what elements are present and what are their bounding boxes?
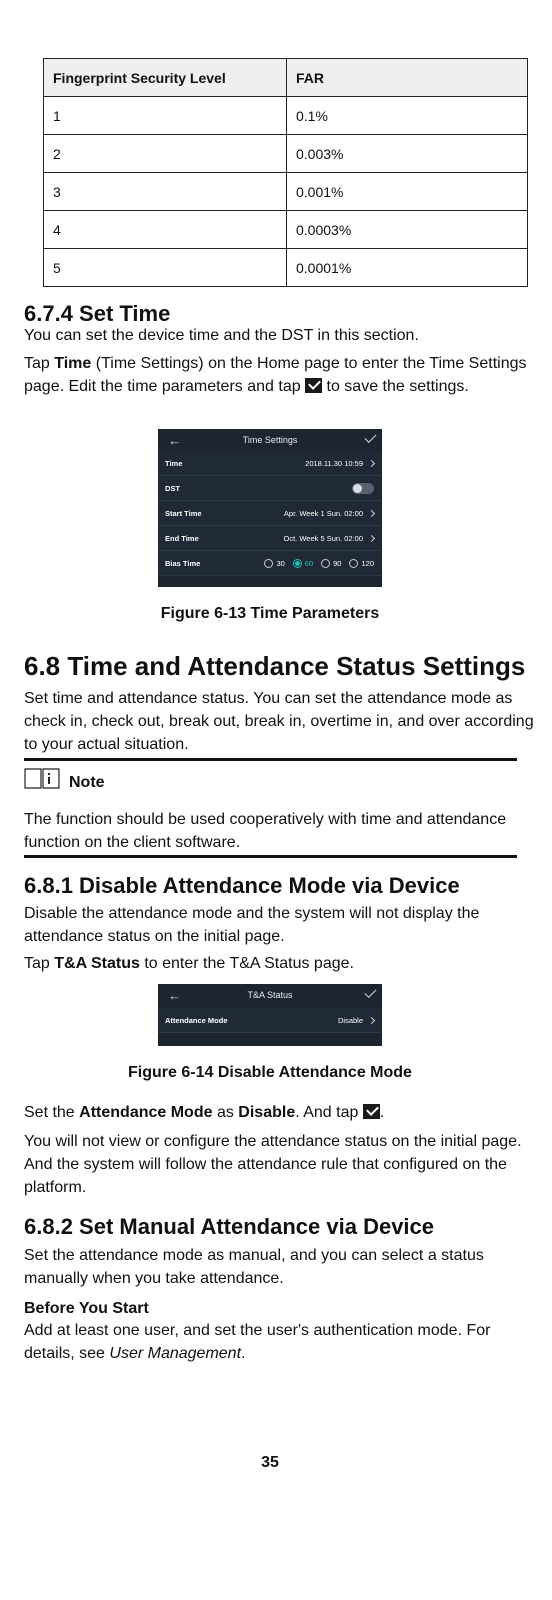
table-cell: 2	[44, 135, 287, 173]
paragraph: You will not view or configure the attendance status on the initial page. And the system will follow the attendance rule that configured on the platform.	[24, 1133, 522, 1196]
paragraph: Disable the attendance mode and the system will not display the attendance status on the initial page.	[24, 905, 480, 945]
bias-radio-120[interactable]: 120	[349, 559, 374, 568]
bold-term: Attendance Mode	[79, 1104, 213, 1121]
table-header-row	[44, 59, 528, 97]
paragraph: Set time and attendance status. You can set the attendance mode as check in, check out, break out, break in, overtime in, and over according to your actual situation.	[24, 690, 534, 753]
paragraph: Tap Time (Time Settings) on the Home page to enter the Time Settings page. Edit the time parameters and tap to save the settings.	[24, 355, 527, 395]
table-cell: 4	[44, 211, 287, 249]
bold-term: Disable	[238, 1104, 296, 1121]
screen-title: T&A Status	[247, 990, 293, 1000]
table-row	[44, 135, 528, 173]
table-row	[44, 173, 528, 211]
end-time-row[interactable]: End Time Oct. Week 5 Sun. 02:00	[158, 526, 382, 551]
note-book-icon	[24, 767, 60, 789]
bold-term: T&A Status	[54, 955, 140, 972]
screen-title-bar	[158, 429, 382, 451]
section-heading-ta-status: 6.8 Time and Attendance Status Settings	[24, 651, 526, 681]
paragraph: Set the attendance mode as manual, and you can select a status manually when you take attendance.	[24, 1247, 484, 1287]
time-row[interactable]: Time 2018.11.30 10:59	[158, 451, 382, 476]
table-cell: 1	[44, 97, 287, 135]
confirm-check-icon[interactable]	[364, 986, 376, 998]
table-cell: 0.003%	[287, 135, 528, 173]
bias-time-row: Bias Time 30 60 90 120	[158, 551, 382, 576]
chevron-right-icon	[368, 509, 375, 516]
table-cell: 3	[44, 173, 287, 211]
table-row	[44, 249, 528, 287]
bias-radio-90[interactable]: 90	[321, 559, 341, 568]
table-cell: 0.0003%	[287, 211, 528, 249]
table-cell: 0.0001%	[287, 249, 528, 287]
confirm-check-icon[interactable]	[364, 431, 376, 443]
figure-caption: Figure 6-14 Disable Attendance Mode	[128, 1064, 412, 1081]
check-icon	[305, 378, 322, 393]
attendance-mode-row[interactable]: Attendance Mode Disable	[158, 1008, 382, 1033]
fingerprint-far-table	[43, 58, 528, 287]
paragraph: Tap T&A Status to enter the T&A Status page.	[24, 955, 354, 972]
note-bottom-rule	[24, 855, 517, 858]
page-number: 35	[261, 1454, 279, 1471]
dst-row: DST	[158, 476, 382, 501]
table-header-far: FAR	[287, 59, 528, 97]
section-heading-manual-attendance: 6.8.2 Set Manual Attendance via Device	[24, 1214, 435, 1239]
paragraph: Add at least one user, and set the user's authentication mode. For details, see User Management.	[24, 1322, 491, 1362]
table-cell: 0.1%	[287, 97, 528, 135]
back-arrow-icon[interactable]: ←	[168, 988, 181, 1003]
bias-radio-60[interactable]: 60	[293, 559, 313, 568]
table-cell: 0.001%	[287, 173, 528, 211]
paragraph: Set the Attendance Mode as Disable. And tap .	[24, 1104, 385, 1121]
ta-status-screenshot	[158, 984, 382, 1046]
note-text: The function should be used cooperatively with time and attendance function on the client software.	[24, 811, 507, 851]
time-settings-screenshot	[158, 429, 382, 587]
before-you-start-label: Before You Start	[24, 1300, 149, 1317]
paragraph: You can set the device time and the DST in this section.	[24, 327, 419, 344]
check-icon	[363, 1104, 380, 1119]
figure-caption: Figure 6-13 Time Parameters	[160, 605, 380, 622]
bias-radio-30[interactable]: 30	[264, 559, 284, 568]
cross-reference-link[interactable]: User Management	[109, 1345, 242, 1362]
table-row	[44, 97, 528, 135]
back-arrow-icon[interactable]: ←	[168, 433, 181, 448]
chevron-right-icon	[368, 459, 375, 466]
bold-term: Time	[54, 355, 92, 372]
chevron-right-icon	[368, 1016, 375, 1023]
section-heading-disable-mode: 6.8.1 Disable Attendance Mode via Device	[24, 873, 460, 898]
section-heading-set-time: 6.7.4 Set Time	[24, 301, 171, 326]
screen-title-bar	[158, 984, 382, 1006]
dst-toggle[interactable]	[352, 483, 374, 494]
start-time-row[interactable]: Start Time Apr. Week 1 Sun. 02:00	[158, 501, 382, 526]
table-row	[44, 211, 528, 249]
screen-title: Time Settings	[242, 435, 298, 445]
table-header-level: Fingerprint Security Level	[44, 59, 287, 97]
note-label: Note	[69, 774, 105, 791]
chevron-right-icon	[368, 534, 375, 541]
note-top-rule	[24, 758, 517, 761]
table-cell: 5	[44, 249, 287, 287]
